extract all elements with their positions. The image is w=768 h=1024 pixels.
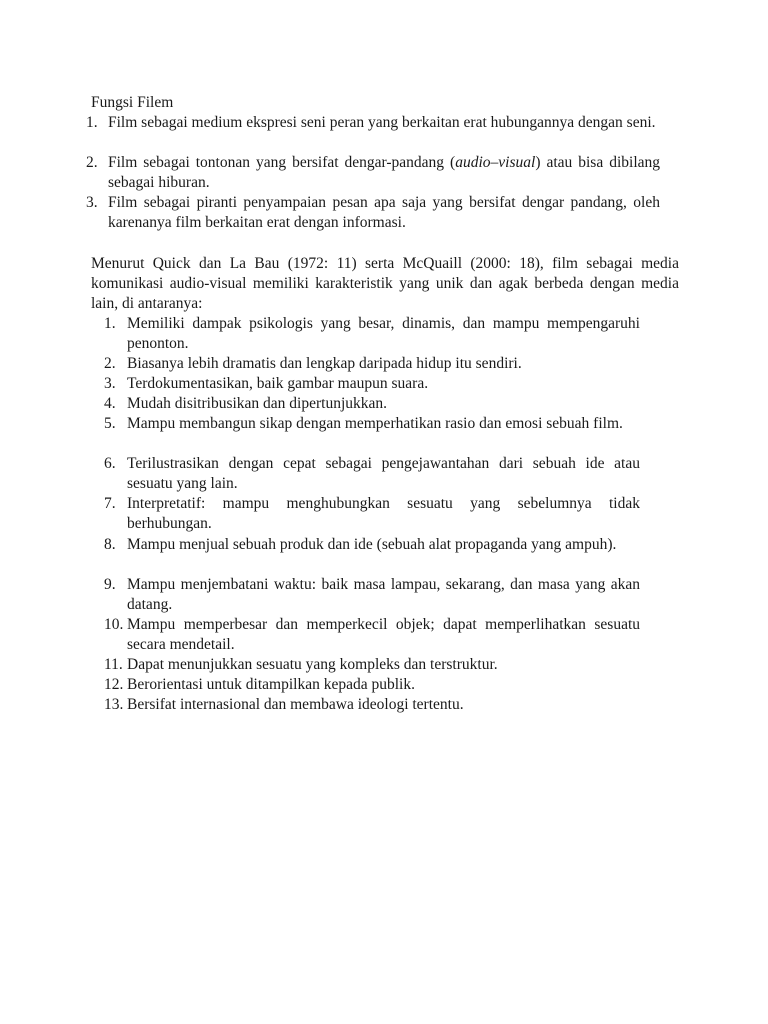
- list-text: Film sebagai piranti penyampaian pesan apa saja yang bersifat dengar pandang, oleh karenanya film berkaitan erat dengan informasi.: [108, 194, 660, 231]
- list-number: 2.: [86, 154, 98, 171]
- list-text: Mampu menjual sebuah produk dan ide (sebuah alat propaganda yang ampuh).: [127, 536, 617, 553]
- list-text: Bersifat internasional dan membawa ideologi tertentu.: [127, 696, 464, 713]
- list-text-emphasis: audio–visual: [455, 154, 536, 171]
- list-number: 1.: [104, 315, 116, 332]
- list-number: 4.: [104, 395, 116, 412]
- list-text: Terdokumentasikan, baik gambar maupun suara.: [127, 375, 429, 392]
- list-number: 11.: [104, 656, 123, 673]
- list-number: 12.: [104, 676, 124, 693]
- list-text: Terilustrasikan dengan cepat sebagai pengejawantahan dari sebuah ide atau sesuatu yang lain.: [127, 455, 640, 492]
- list-text: [108, 153, 660, 193]
- list-text-part: Film sebagai tontonan yang bersifat dengar-pandang (: [108, 154, 456, 171]
- list-text: Biasanya lebih dramatis dan lengkap daripada hidup itu sendiri.: [127, 355, 522, 372]
- list-text: Memiliki dampak psikologis yang besar, dinamis, dan mampu mempengaruhi penonton.: [127, 315, 640, 352]
- list-number: 3.: [104, 375, 116, 392]
- list-number: 7.: [104, 495, 116, 512]
- section-heading: Fungsi Filem: [91, 94, 174, 111]
- list-number: 1.: [86, 114, 98, 131]
- list-text-part: ) atau bisa dibilang sebagai hiburan.: [108, 154, 661, 191]
- list-number: 3.: [86, 194, 98, 211]
- list-text: Mampu memperbesar dan memperkecil objek; dapat memperlihatkan sesuatu secara mendetail.: [127, 616, 640, 653]
- list-text: Mudah disitribusikan dan dipertunjukkan.: [127, 395, 388, 412]
- list-number: 9.: [104, 576, 116, 593]
- list-text: Mampu membangun sikap dengan memperhatikan rasio dan emosi sebuah film.: [127, 415, 623, 432]
- list-number: 8.: [104, 536, 116, 553]
- list-text: Film sebagai medium ekspresi seni peran yang berkaitan erat hubungannya dengan seni.: [108, 114, 656, 131]
- list-number: 5.: [104, 415, 116, 432]
- list-number: 6.: [104, 455, 116, 472]
- intro-paragraph: Menurut Quick dan La Bau (1972: 11) serta McQuaill (2000: 18), film sebagai media komunikasi audio-visual memiliki karakteristik yang unik dan agak berbeda dengan media lain, di antaranya:: [91, 255, 679, 312]
- list-number: 13.: [104, 696, 124, 713]
- list-text: Berorientasi untuk ditampilkan kepada publik.: [127, 676, 415, 693]
- list-number: 10.: [104, 616, 124, 633]
- list-text: Mampu menjembatani waktu: baik masa lampau, sekarang, dan masa yang akan datang.: [127, 576, 640, 613]
- list-text: Dapat menunjukkan sesuatu yang kompleks dan terstruktur.: [127, 656, 498, 673]
- list-text: Interpretatif: mampu menghubungkan sesuatu yang sebelumnya tidak berhubungan.: [127, 495, 640, 532]
- list-number: 2.: [104, 355, 116, 372]
